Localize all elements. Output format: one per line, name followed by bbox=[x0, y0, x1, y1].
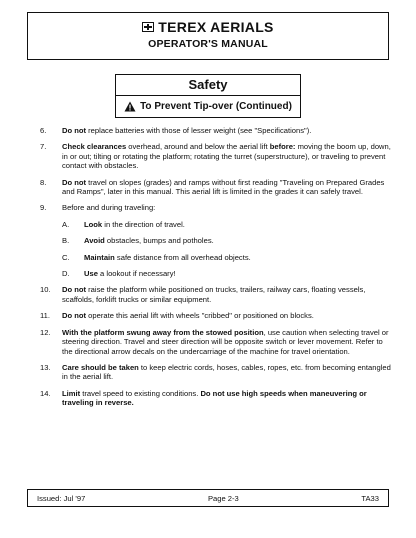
item-text bbox=[62, 328, 394, 356]
item-number: 12. bbox=[40, 327, 51, 337]
item-emphasis: Use bbox=[84, 269, 98, 279]
list-item bbox=[40, 178, 394, 197]
item-emphasis: Care should be taken bbox=[62, 362, 139, 372]
item-text bbox=[62, 389, 394, 408]
item-body: obstacles, bumps and potholes. bbox=[104, 236, 214, 246]
item-emphasis: Do not bbox=[62, 126, 87, 135]
item-body: a lookout if necessary! bbox=[97, 269, 176, 279]
issued-date: Issued: Jul '97 bbox=[37, 493, 86, 503]
list-item bbox=[40, 328, 394, 356]
item-number: 14. bbox=[40, 388, 51, 398]
item-emphasis: Limit bbox=[62, 388, 81, 398]
item-body: travel speed to existing conditions. bbox=[80, 388, 201, 398]
list-item bbox=[40, 142, 394, 170]
item-text bbox=[62, 126, 394, 135]
item-text bbox=[62, 203, 394, 212]
item-body: to keep electric cords, hoses, cables, ropes, etc. from becoming entangled in the aerial lift. bbox=[62, 362, 391, 382]
page-number: Page 2-3 bbox=[207, 493, 239, 503]
item-text bbox=[62, 285, 394, 304]
item-number: 13. bbox=[40, 362, 51, 372]
brand-name: TEREX AERIALS bbox=[158, 19, 274, 35]
item-emphasis: before: bbox=[269, 142, 296, 152]
item-emphasis: With the platform swung away from the stowed position bbox=[62, 327, 264, 337]
subsection-title-box bbox=[115, 96, 301, 118]
item-body: Before and during traveling: bbox=[62, 203, 156, 213]
item-number: 6. bbox=[40, 126, 47, 135]
list-item bbox=[40, 363, 394, 382]
item-emphasis: Check clearances bbox=[62, 142, 127, 152]
item-body: travel on slopes (grades) and ramps without first reading "Traveling on Prepared Grades and Ramps", later in this manual. This aerial lift is limited in the grades it can safely travel. bbox=[62, 177, 385, 197]
item-text bbox=[62, 142, 394, 170]
item-number: 7. bbox=[40, 142, 47, 152]
subitem-letter: A. bbox=[62, 219, 70, 229]
item-number: 11. bbox=[40, 311, 50, 321]
item-emphasis: Avoid bbox=[84, 236, 105, 246]
item-number: 9. bbox=[40, 203, 47, 213]
item-emphasis: Do not bbox=[62, 177, 87, 187]
item-emphasis: Maintain bbox=[84, 252, 115, 262]
item-emphasis: Do not bbox=[62, 311, 87, 321]
subitem-letter: C. bbox=[62, 252, 70, 262]
subsection-title: To Prevent Tip-over (Continued) bbox=[140, 101, 292, 112]
list-item bbox=[40, 203, 394, 212]
sub-list-item bbox=[62, 236, 394, 245]
document-code: TA33 bbox=[361, 493, 379, 503]
subitem-text bbox=[84, 253, 251, 262]
item-body: , use caution when selecting travel or steering direction. Travel and steer direction will be opposite switch or lever movement. Refer to the directional arrow decals on the undercarriage of the machine for travel orientation. bbox=[62, 327, 389, 356]
item-emphasis: Do not use high speeds when maneuvering or traveling in reverse. bbox=[62, 388, 367, 408]
document-header bbox=[27, 12, 389, 60]
item-text bbox=[62, 311, 394, 320]
subitem-letter: D. bbox=[62, 269, 70, 279]
item-text bbox=[62, 178, 394, 197]
terex-logo-icon bbox=[142, 22, 154, 32]
subitem-text bbox=[84, 236, 214, 245]
brand-row bbox=[28, 19, 388, 35]
manual-title: OPERATOR'S MANUAL bbox=[148, 38, 268, 50]
section-title: Safety bbox=[115, 74, 301, 96]
safety-item-list bbox=[40, 126, 394, 415]
sub-list-item bbox=[62, 269, 394, 278]
item-number: 10. bbox=[40, 285, 51, 295]
item-text bbox=[62, 363, 394, 382]
list-item bbox=[40, 285, 394, 304]
warning-triangle-icon bbox=[124, 101, 136, 112]
sub-list-item bbox=[62, 253, 394, 262]
item-body: safe distance from all overhead objects. bbox=[114, 252, 251, 262]
subitem-letter: B. bbox=[62, 236, 70, 246]
sub-list-item bbox=[62, 220, 394, 229]
item-body: operate this aerial lift with wheels "cribbed" or positioned on blocks. bbox=[86, 311, 314, 321]
item-body: replace batteries with those of lesser weight (see "Specifications"). bbox=[86, 126, 312, 135]
item-number: 8. bbox=[40, 177, 47, 187]
subitem-text bbox=[84, 269, 176, 278]
item-emphasis: Look bbox=[84, 219, 103, 229]
list-item bbox=[40, 126, 394, 135]
item-body: moving the boom up, down, in or out; tilting or rotating the platform; rotating the turret (superstructure), or traveling to prevent contact with obstacles. bbox=[62, 142, 391, 171]
list-item bbox=[40, 389, 394, 408]
subitem-text bbox=[84, 220, 185, 229]
item-body: raise the platform while positioned on trucks, trailers, railway cars, floating vessels, scaffolds, forklift trucks or similar equipment. bbox=[62, 285, 366, 304]
item-body: in the direction of travel. bbox=[102, 219, 185, 229]
list-item bbox=[40, 311, 394, 320]
item-body: overhead, around and below the aerial lift bbox=[126, 142, 270, 152]
document-footer bbox=[27, 489, 389, 507]
item-emphasis: Do not bbox=[62, 285, 87, 295]
